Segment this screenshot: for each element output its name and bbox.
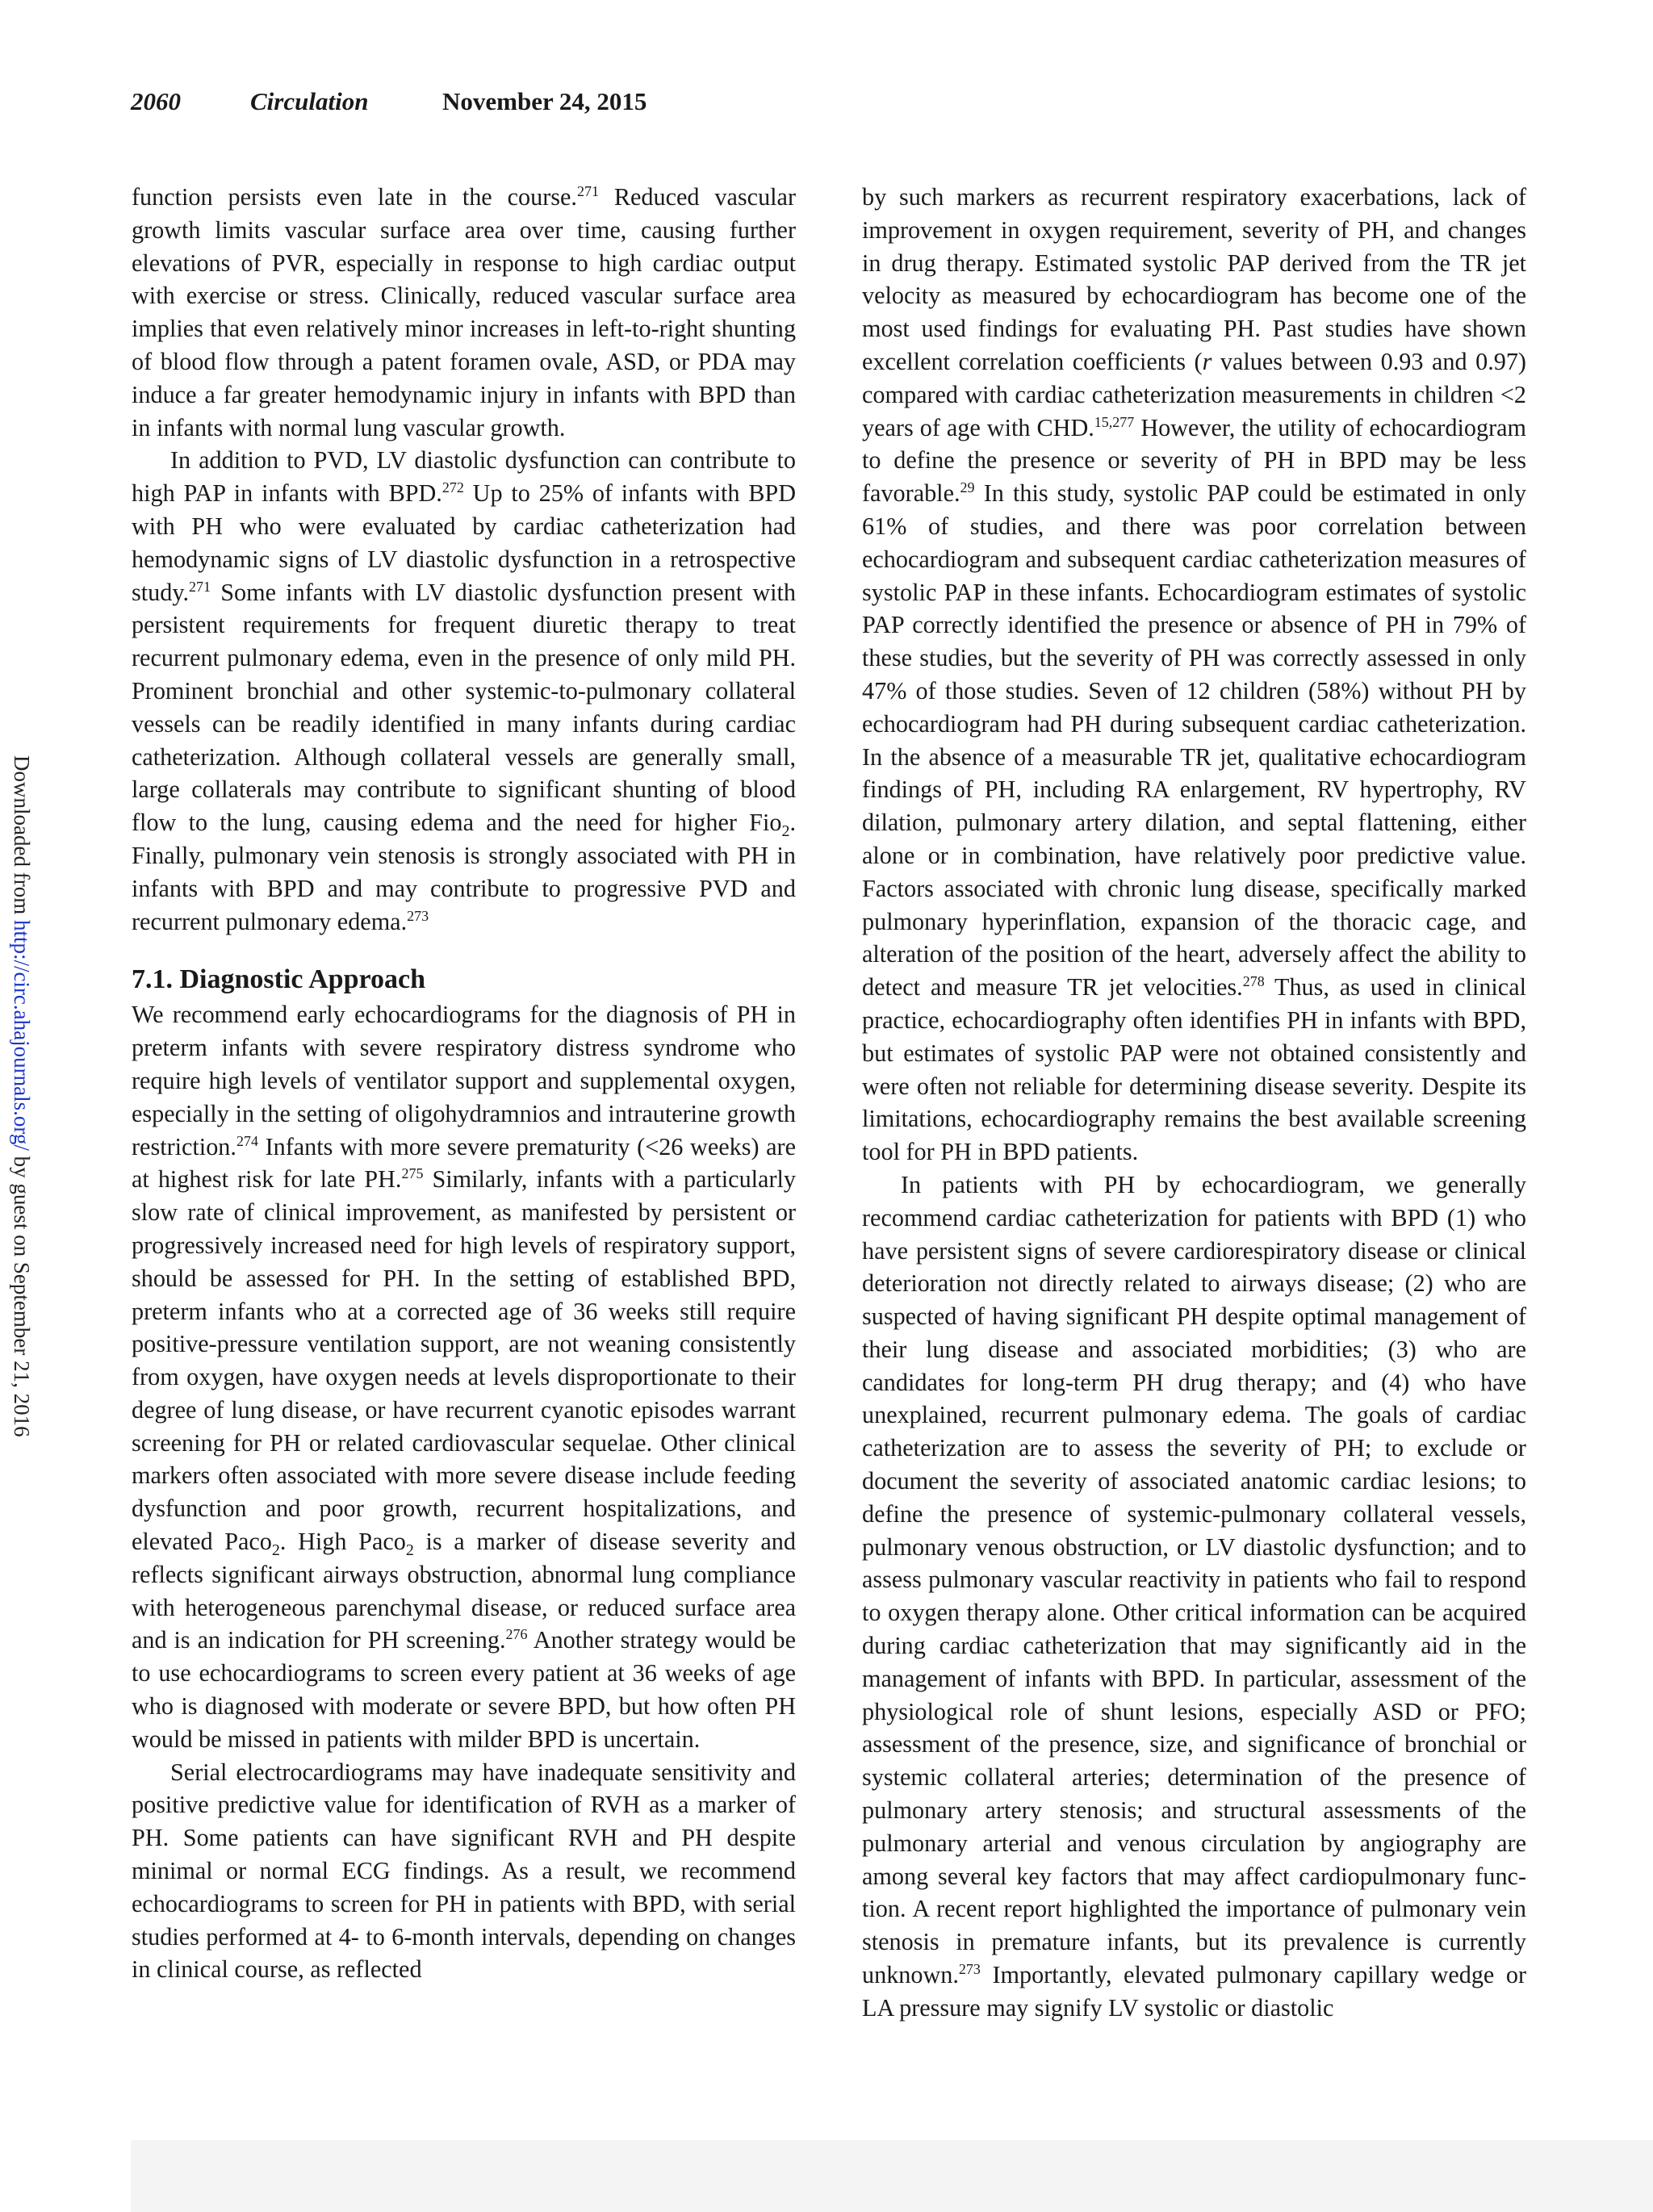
paragraph-left-4 [132, 1756, 796, 1987]
section-heading: 7.1. Diagnostic Approach [132, 964, 425, 995]
text-run: We recommend early echocardiograms for the diagnosis of PH in preterm infants with severe respiratory distress syndrome who require high levels of ventilator support and supplemental oxygen, especially in the setting of oligohydramnios and intrauterine growth restriction. [132, 1001, 796, 1160]
issue-date: November 24, 2015 [442, 87, 647, 115]
text-run: Some infants with LV diastolic dysfunction present with persistent requirements for frequent diuretic therapy to treat recurrent pulmonary edema, even in the presence of only mild PH. Prominent bronchial and other systemic-to-pulmonary collateral vessels can be readily identified in many infants during cardiac catheterization. Although collateral vessels are generally small, large collaterals may contribute to significant shunting of blood flow to the lung, causing edema and the need for higher Fio [132, 578, 796, 837]
subscript: 2 [405, 1541, 414, 1560]
download-notice [9, 755, 34, 1437]
bottom-margin-shade [131, 2140, 1653, 2212]
left-column [132, 181, 796, 1986]
page-number: 2060 [131, 87, 181, 115]
text-run: Serial electrocardiograms may have inadequate sensitivity and positive predictive value for identification of RVH as a marker of PH. Some patients can have significant RVH and PH despite minimal or normal ECG findings. As a result, we recommend echocardiograms to screen for PH in patients with BPD, with serial studies performed at 4- to 6-month intervals, depending on changes in clinical course, as reflected [132, 1758, 796, 1984]
text-run: Importantly, elevated pulmonary capillary wedge or LA pressure may signify LV systolic or diastolic [862, 1961, 1526, 2022]
text-run: In this study, systolic PAP could be estimated in only 61% of studies, and there was poor correlation between echocardiogram and subsequent cardiac catheterization measures of systolic PAP in these infants. Echocardiogram estimates of systolic PAP correctly identified the presence or absence of PH in 79% of these studies, but the severity of PH was correctly assessed in only 47% of those studies. Seven of 12 children (58%) without PH by echocardiogram had PH during subsequent cardiac catheterization. In the absence of a measurable TR jet, qualitative echocardiogram findings of PH, including RA enlargement, RV hypertrophy, RV dilation, pulmonary artery dilation, and septal flattening, either alone or in combination, have relatively poor predictive value. Factors associated with chronic lung disease, specifically marked pulmonary hyperinflation, expansion of the thoracic cage, and alteration of the position of the heart, adversely affect the ability to detect and measure TR jet velocities. [862, 479, 1526, 1001]
citation-ref: 273 [958, 1961, 981, 1978]
text-run: Infants with more severe prematurity (<26 weeks) are at highest risk for late PH. [132, 1132, 796, 1194]
right-column [862, 181, 1526, 2025]
text-run: Reduced vascular growth limits vascular surface area over time, causing further elevations of PVR, especially in response to high cardiac output with exercise or stress. Clinically, reduced vascular surface area implies that even relatively minor increases in left-to-right shunting of blood flow through a patent foramen ovale, ASD, or PDA may induce a far greater hemodynamic injury in infants with BPD than in infants with normal lung vascular growth. [132, 183, 796, 441]
text-run: Up to 25% of infants with BPD with PH who were evaluated by cardiac catheterization had hemodynamic signs of LV diastolic dysfunction in a retrospective study. [132, 479, 796, 606]
citation-ref: 276 [505, 1626, 528, 1643]
text-run: by such markers as recurrent respiratory exacerbations, lack of improvement in oxygen requirement, severity of PH, and changes in drug therapy. Estimated systolic PAP derived from the TR jet velocity as measured by echocardiogram has become one of the most used findings for evaluating PH. Past studies have shown excellent correlation coefficients ( [862, 183, 1526, 375]
text-run: In addition to PVD, LV diastolic dysfunction can contribute to high PAP in infants with BPD. [132, 446, 796, 508]
journal-url-link[interactable]: http://circ.ahajournals.org/ [10, 919, 34, 1151]
citation-ref: 271 [189, 578, 211, 595]
citation-ref: 29 [960, 479, 975, 496]
text-run: . High Paco [279, 1528, 406, 1556]
subscript: 2 [781, 822, 790, 841]
citation-ref: 273 [407, 907, 429, 924]
text-run: Another strategy would be to use echocardiograms to screen every patient at 36 weeks of age who is diagnosed with moderate or severe BPD, but how often PH would be missed in patients with milder BPD is uncertain. [132, 1626, 797, 1753]
paragraph-left-2 [132, 444, 796, 938]
text-run: is a marker of disease severity and reflects significant airways obstruction, abnormal lung compliance with heterogeneous parenchymal disease, or reduced surface area and is an indication for PH screening. [132, 1528, 796, 1654]
download-notice-suffix: by guest on September 21, 2016 [10, 1150, 34, 1437]
paragraph-left-3 [132, 998, 796, 1755]
text-run: Similarly, infants with a particularly slow rate of clinical improvement, as manifested by persistent or progressively increased need for high levels of respiratory support, should be assessed for PH. In the setting of established BPD, preterm infants who at a corrected age of 36 weeks still require positive-pressure ventilation support, are not weaning consistently from oxygen, have oxygen needs at levels disproportionate to their degree of lung disease, or have recurrent cyanotic episodes warrant screening for PH or related cardiovascular sequelae. Other clinical markers often associated with more severe disease include feeding dysfunction and poor growth, recurrent hospitalizations, and elevated Paco [132, 1165, 796, 1556]
citation-ref: 272 [441, 479, 464, 496]
citation-ref: 278 [1242, 973, 1265, 990]
text-run: Thus, as used in clinical practice, echocardiography often identifies PH in infants with BPD, but estimates of systolic PAP were not obtained consistently and were often not reliable for determining disease severity. Despite its limitations, echocardiography remains the best available screening tool for PH in BPD patients. [862, 973, 1526, 1166]
italic-symbol: r [1202, 347, 1212, 375]
journal-name: Circulation [250, 87, 369, 115]
running-head [131, 87, 647, 116]
download-notice-prefix: Downloaded from [10, 755, 34, 920]
text-run: values between 0.93 and 0.97) compared with cardiac catheterization measurements in children <2 years of age with CHD. [862, 347, 1526, 441]
citation-ref: 271 [576, 183, 599, 199]
text-run: However, the utility of echocardiogram to define the presence or severity of PH in BPD may be less favorable. [862, 413, 1526, 508]
text-run: function persists even late in the course. [132, 183, 577, 211]
paragraph-right-2 [862, 1169, 1526, 2025]
paragraph-right-1 [862, 181, 1526, 1169]
citation-ref: 274 [236, 1132, 258, 1149]
citation-ref: 15,277 [1094, 413, 1135, 430]
subscript: 2 [271, 1541, 280, 1560]
text-run: . Finally, pulmonary vein stenosis is strongly associated with PH in infants with BPD and may contribute to progressive PVD and recurrent pulmonary edema. [132, 809, 796, 935]
paragraph-left-1 [132, 181, 796, 444]
text-run: In patients with PH by echocardiogram, we generally recommend cardiac catheterization for patients with BPD (1) who have persistent signs of severe cardiorespiratory disease or clinical deterioration not directly related to airways disease; (2) who are suspected of having significant PH despite optimal management of their lung disease and associated morbidities; (3) who are candidates for long-term PH drug therapy; and (4) who have unexplained, recurrent pulmonary edema. The goals of cardiac catheterization are to assess the severity of PH; to exclude or document the severity of associated anatomic cardiac lesions; to define the presence of systemic-pulmonary collateral vessels, pulmonary venous obstruction, or LV diastolic dysfunction; and to assess pulmonary vascular reactivity in patients who fail to respond to oxygen therapy alone. Other critical information can be acquired during cardiac catheterization that may significantly aid in the management of infants with BPD. In particular, assessment of the physiological role of shunt lesions, especially ASD or PFO; assessment of the presence, size, and significance of bronchial or systemic collateral arteries; determination of the presence of pulmonary artery stenosis; and structural assessments of the pulmonary arterial and venous circulation by angiography are among several key factors that may affect cardiopulmonary function. A recent report highlighted the importance of pulmonary vein stenosis in premature infants, but its prevalence is currently unknown. [862, 1170, 1526, 1989]
citation-ref: 275 [401, 1165, 424, 1182]
